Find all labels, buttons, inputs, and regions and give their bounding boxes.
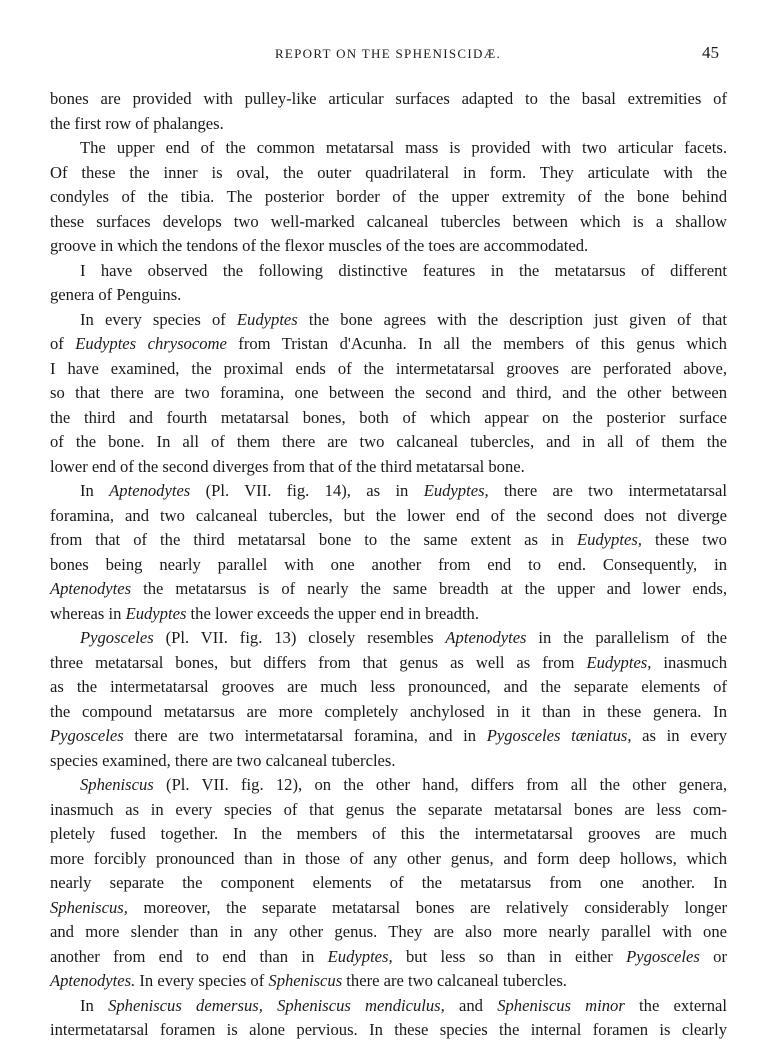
text-line bbox=[50, 161, 727, 186]
text-span: and bbox=[444, 995, 498, 1015]
text-line bbox=[50, 112, 727, 137]
text-line bbox=[50, 822, 727, 847]
text-line bbox=[50, 185, 727, 210]
text-span: there are two intermetatarsal bbox=[488, 481, 727, 500]
text-line bbox=[50, 234, 727, 259]
text-line bbox=[50, 651, 727, 676]
text-span: In bbox=[80, 995, 109, 1015]
text-span: (Pl. VII. fig. 14), as in bbox=[190, 481, 424, 500]
paragraph bbox=[50, 479, 727, 626]
text-span: condyles of the tibia. The posterior border of the upper extremity of the bone behind bbox=[50, 187, 727, 206]
text-line bbox=[50, 920, 727, 945]
text-span: there are two intermetatarsal foramina, and in bbox=[123, 726, 487, 745]
text-span: in the parallelism of the bbox=[526, 628, 727, 647]
italic-text: Spheniscus bbox=[268, 971, 343, 990]
text-line bbox=[50, 896, 727, 921]
italic-text: Eudyptes, bbox=[586, 652, 652, 672]
text-line bbox=[50, 700, 727, 725]
text-span: inasmuch as in every species of that genus the separate metatarsal bones are less com- bbox=[50, 799, 727, 819]
text-line bbox=[50, 1018, 727, 1043]
italic-text: Aptenodytes bbox=[109, 481, 191, 500]
paragraph bbox=[50, 994, 727, 1043]
text-span: bones being nearly parallel with one another from end to end. Consequently, in bbox=[50, 554, 727, 574]
page-number: 45 bbox=[702, 43, 719, 62]
text-line bbox=[50, 724, 727, 749]
text-span: the lower exceeds the upper end in breadth. bbox=[186, 603, 479, 623]
text-line bbox=[50, 577, 727, 602]
text-span: (Pl. VII. fig. 12), on the other hand, differs from all the other genera, bbox=[153, 775, 727, 794]
text-span: lower end of the second diverges from that of the third metatarsal bone. bbox=[50, 456, 525, 476]
text-span: In every species of bbox=[80, 309, 237, 329]
text-span: the compound metatarsus are more completely anchylosed in it than in these genera. In bbox=[50, 701, 727, 721]
text-span: the first row of phalanges. bbox=[50, 113, 224, 133]
text-line bbox=[50, 504, 727, 529]
text-span: species examined, there are two calcaneal tubercles. bbox=[50, 750, 396, 770]
text-line bbox=[50, 87, 727, 112]
paragraph bbox=[50, 259, 727, 308]
text-span: from Tristan d'Acunha. In all the members of this genus which bbox=[226, 334, 727, 353]
text-span: these two bbox=[641, 530, 727, 549]
text-line bbox=[50, 430, 727, 455]
italic-text: Spheniscus demersus, Spheniscus mendiculus, bbox=[108, 995, 445, 1015]
text-line bbox=[50, 283, 727, 308]
text-line bbox=[50, 528, 727, 553]
italic-text: Eudyptes chrysocome bbox=[75, 334, 227, 353]
italic-text: Eudyptes bbox=[236, 309, 298, 329]
text-span: foramina, and two calcaneal tubercles, but the lower end of the second does not diverge bbox=[50, 505, 727, 525]
text-span: of bbox=[50, 334, 76, 353]
text-span: I have observed the following distinctive features in the metatarsus of different bbox=[80, 260, 727, 280]
paragraph bbox=[50, 773, 727, 994]
body-text bbox=[50, 87, 727, 1043]
text-span: groove in which the tendons of the flexor muscles of the toes are accommodated. bbox=[50, 236, 589, 255]
text-line bbox=[50, 602, 727, 627]
italic-text: Aptenodytes bbox=[50, 579, 132, 598]
text-span: I have examined, the proximal ends of the intermetatarsal grooves are perforated above, bbox=[50, 358, 727, 378]
italic-text: Pygosceles bbox=[80, 628, 154, 647]
text-span: The upper end of the common metatarsal mass is provided with two articular facets. bbox=[80, 138, 727, 157]
text-span: and more slender than in any other genus. They are also more nearly parallel with one bbox=[50, 922, 727, 941]
italic-text: Eudyptes, bbox=[327, 946, 393, 966]
italic-text: Eudyptes, bbox=[576, 530, 642, 549]
text-span: pletely fused together. In the members of this the intermetatarsal grooves are much bbox=[50, 824, 727, 843]
text-line bbox=[50, 749, 727, 774]
text-span: so that there are two foramina, one between the second and third, and the other between bbox=[50, 383, 727, 402]
text-span: as in every bbox=[631, 726, 728, 745]
text-line bbox=[50, 332, 727, 357]
paragraph bbox=[50, 136, 727, 259]
running-title: REPORT ON THE SPHENISCIDÆ. bbox=[274, 46, 502, 61]
text-span: Of these the inner is oval, the outer quadrilateral in form. They articulate with the bbox=[50, 162, 727, 182]
italic-text: Eudyptes, bbox=[423, 481, 489, 500]
text-line bbox=[50, 626, 727, 651]
text-span: three metatarsal bones, but differs from that genus as well as from bbox=[50, 652, 587, 672]
text-span: (Pl. VII. fig. 13) closely resembles bbox=[153, 628, 446, 647]
text-span: bones are provided with pulley-like articular surfaces adapted to the basal extremities of bbox=[50, 89, 727, 108]
text-span: or bbox=[699, 946, 727, 966]
text-span: of the bone. In all of them there are two calcaneal tubercles, and in all of them the bbox=[50, 432, 727, 451]
text-line bbox=[50, 406, 727, 431]
text-span: the bone agrees with the description just given of that bbox=[297, 309, 727, 329]
text-line bbox=[50, 945, 727, 970]
text-line bbox=[50, 675, 727, 700]
page-header bbox=[0, 43, 776, 68]
italic-text: Spheniscus bbox=[80, 775, 154, 794]
italic-text: Pygosceles bbox=[626, 946, 700, 966]
text-line bbox=[50, 553, 727, 578]
text-line bbox=[50, 136, 727, 161]
text-span: intermetatarsal foramen is alone pervious. In these species the internal foramen is clearly bbox=[50, 1020, 727, 1039]
italic-text: Pygosceles tæniatus, bbox=[486, 726, 632, 745]
text-line bbox=[50, 871, 727, 896]
paragraph bbox=[50, 87, 727, 136]
text-line bbox=[50, 357, 727, 382]
text-line bbox=[50, 969, 727, 994]
text-line bbox=[50, 798, 727, 823]
text-line bbox=[50, 994, 727, 1019]
text-line bbox=[50, 308, 727, 333]
text-span: In every species of bbox=[135, 971, 269, 990]
italic-text: Aptenodytes. bbox=[50, 971, 136, 990]
text-span: nearly separate the component elements of the metatarsus from one another. In bbox=[50, 873, 727, 892]
text-span: inasmuch bbox=[651, 652, 727, 672]
text-span: more forcibly pronounced than in those of any other genus, and form deep hollows, which bbox=[50, 848, 727, 868]
italic-text: Spheniscus minor bbox=[497, 995, 625, 1015]
text-span: another from end to end than in bbox=[50, 946, 328, 966]
italic-text: Spheniscus, bbox=[50, 897, 128, 917]
text-line bbox=[50, 773, 727, 798]
text-span: the metatarsus is of nearly the same breadth at the upper and lower ends, bbox=[131, 579, 727, 598]
paragraph bbox=[50, 308, 727, 480]
text-span: there are two calcaneal tubercles. bbox=[342, 971, 567, 990]
italic-text: Eudyptes bbox=[125, 603, 187, 623]
text-line bbox=[50, 455, 727, 480]
paragraph bbox=[50, 626, 727, 773]
text-line bbox=[50, 259, 727, 284]
text-line bbox=[50, 479, 727, 504]
text-span: whereas in bbox=[50, 603, 126, 623]
text-span: as the intermetatarsal grooves are much less pronounced, and the separate elements of bbox=[50, 677, 727, 696]
text-span: the external bbox=[624, 995, 727, 1015]
text-span: moreover, the separate metatarsal bones are relatively considerably longer bbox=[127, 897, 727, 917]
text-span: the third and fourth metatarsal bones, both of which appear on the posterior surface bbox=[50, 407, 727, 427]
text-span: from that of the third metatarsal bone to the same extent as in bbox=[50, 530, 577, 549]
text-line bbox=[50, 381, 727, 406]
text-span: these surfaces develops two well-marked calcaneal tubercles between which is a shallow bbox=[50, 211, 727, 231]
text-line bbox=[50, 847, 727, 872]
text-span: genera of Penguins. bbox=[50, 285, 182, 304]
italic-text: Aptenodytes bbox=[445, 628, 527, 647]
italic-text: Pygosceles bbox=[50, 726, 124, 745]
text-line bbox=[50, 210, 727, 235]
text-span: In bbox=[80, 481, 110, 500]
text-span: but less so than in either bbox=[392, 946, 627, 966]
